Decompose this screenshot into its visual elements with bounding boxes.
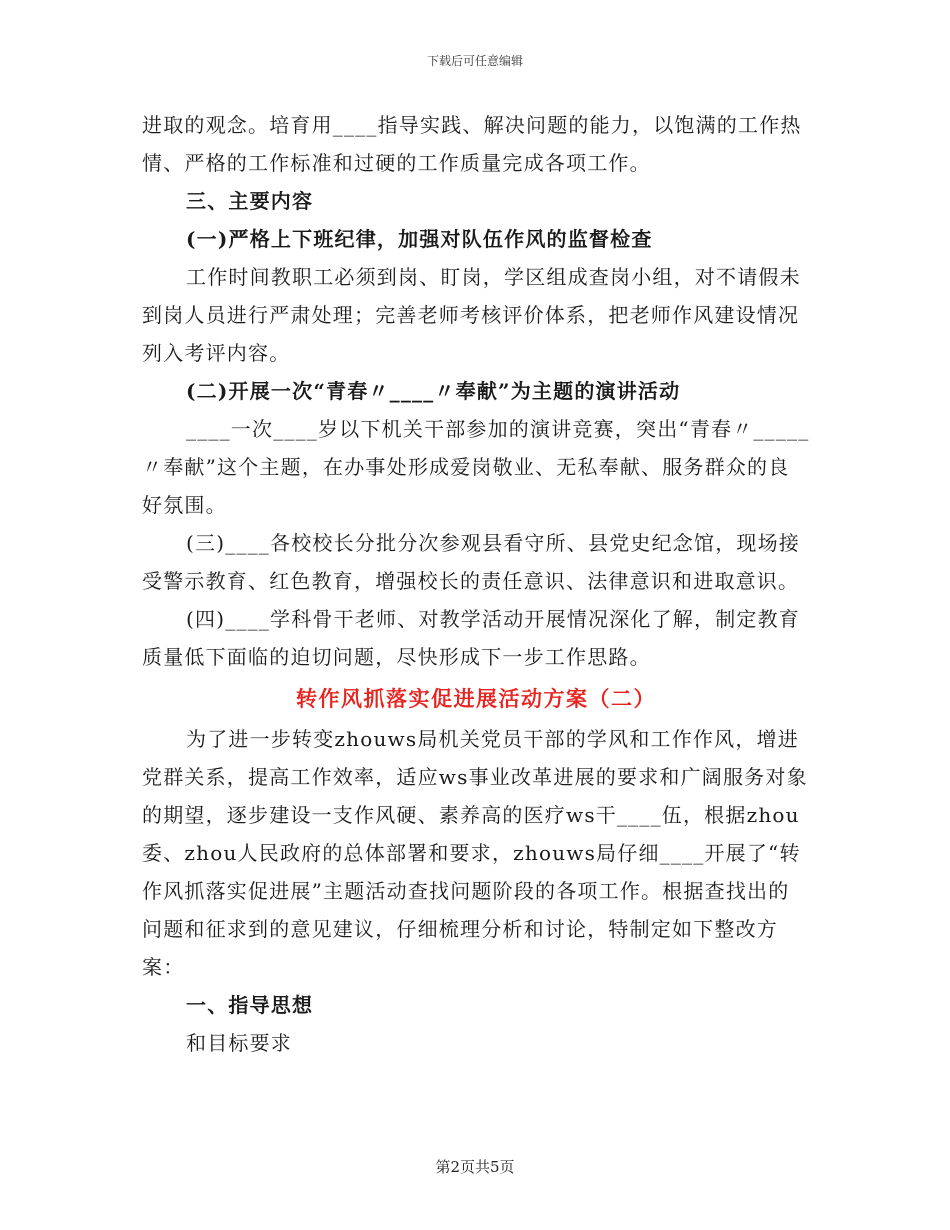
section-heading-guiding-thought: 一、指导思想 <box>186 993 314 1017</box>
document-title-part2: 转作风抓落实促进展活动方案（二） <box>296 686 656 711</box>
paragraph-discipline: 工作时间教职工必须到岗、盯岗，学区组成查岗小组，对不请假未到岗人员进行严肃处理；完善老师考核评价体系，把老师作风建设情况列入考评内容。 <box>142 265 801 365</box>
paragraph-speech-contest: ____一次____岁以下机关干部参加的演讲竞赛，突出“青春〃_____〃奉献”这个主题，在办事处形成爱岗敬业、无私奉献、服务群众的良好氛围。 <box>142 417 810 517</box>
page-header: 下载后可任意编辑 <box>426 54 523 68</box>
subheading-speech-contest: (二)开展一次“青春〃____〃奉献”为主题的演讲活动 <box>186 379 681 403</box>
section-heading-main-content: 三、主要内容 <box>186 189 314 213</box>
subheading-discipline: (一)严格上下班纪律，加强对队伍作风的监督检查 <box>186 227 653 251</box>
document-body <box>142 106 810 1062</box>
page-number: 第2页共5页 <box>435 1158 515 1176</box>
paragraph-goals: 和目标要求 <box>186 1031 292 1055</box>
paragraph-plan-intro: 为了进一步转变zhouws局机关党员干部的学风和工作作风，增进党群关系，提高工作效率，适应ws事业改革进展的要求和广阔服务对象的期望，逐步建设一支作风硬、素养高的医疗ws干____伍，根据zhou委、zhou人民政府的总体部署和要求，zhouws局仔细____开展了“转作风抓落实促进展”主题活动查找问题阶段的各项工作。根据查找出的问题和征求到的意见建议，仔细梳理分析和讨论，特制定如下整改方案： <box>142 727 808 979</box>
paragraph-visit: (三)____各校校长分批分次参观县看守所、县党史纪念馆，现场接受警示教育、红色教育，增强校长的责任意识、法律意识和进取意识。 <box>142 531 801 593</box>
paragraph-intro: 进取的观念。培育用____指导实践、解决问题的能力，以饱满的工作热情、严格的工作标准和过硬的工作质量完成各项工作。 <box>142 113 802 175</box>
paragraph-teachers: (四)____学科骨干老师、对教学活动开展情况深化了解，制定教育质量低下面临的迫切问题，尽快形成下一步工作思路。 <box>142 607 801 669</box>
